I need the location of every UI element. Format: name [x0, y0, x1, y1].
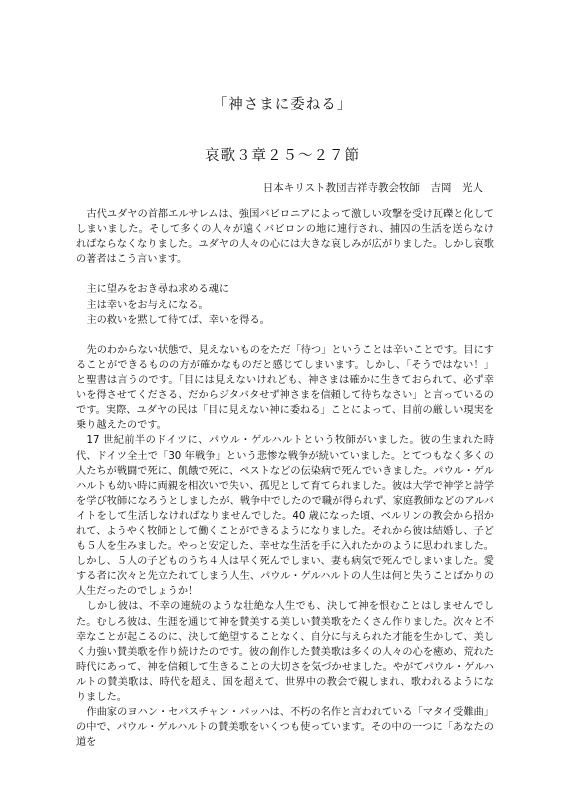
- quote-line-1: 主に望みをおき尋ね求める魂に: [86, 284, 230, 296]
- quote-line-3: 主の救いを黙して待てば、幸いを得る。: [86, 314, 270, 326]
- paragraph-spacer: [76, 328, 494, 343]
- paragraph-5: 作曲家のヨハン・セバスチャン・バッハは、不朽の名作と言われている「マタイ受難曲」の中で、パウル・ゲルハルトの賛美歌をいくつも使っています。その中の一つに「あなたの道を: [76, 707, 494, 749]
- paragraph-3: 17 世紀前半のドイツに、パウル・ゲルハルトという牧師がいました。彼の生まれた時代、ドイツ全土で「30 年戦争」という悲惨な戦争が続いていました。とてつもなく多くの人たちが戦闘で死に、飢餓で死に、ペストなどの伝染病で死んでいきました。パウル・ゲルハルトも幼い時に両親を相次いで失い、孤児として育てられました。彼は大学で神学と詩学を学び牧師になろうとしましたが、戦争中でしたので職が得られず、家庭教師などのアルバイトをして生活しなければなりませんでした。40 歳になった頃、ベルリンの教会から招かれて、ようやく牧師として働くことができるようになりました。それから彼は結婚し、子ども５人を生みました。やっと安定した、幸せな生活を手に入れたかのように思われました。しかし、５人の子どものうち４人は早く死んでしまい、妻も病気で死んでしまいました。愛する者に次々と先立たれてしまう人生、パウル・ゲルハルトの人生は何と失うことばかりの人生だったのでしょうか！: [76, 435, 494, 598]
- scripture-reference: 哀歌３章２５〜２７節: [205, 148, 360, 164]
- paragraph-spacer: [76, 267, 494, 282]
- author-line: 日本キリスト教団吉祥寺教会牧師 吉岡 光人: [262, 182, 483, 194]
- paragraph-4: しかし彼は、不幸の連続のような壮絶な人生でも、決して神を恨むことはしませんでした。むしろ彼は、生涯を通じて神を賛美する美しい賛美歌をたくさん作りました。次々と不幸なことが起こるのに、決して絶望することなく、自分に与えられた才能を生かして、美しく力強い賛美歌を作り続けたのです。彼の創作した賛美歌は多くの人々の心を癒め、荒れた時代にあって、神を信頼して生きることの大切さを気づかせました。やがてパウル・ゲルハルトの賛美歌は、時代を超え、国を超えて、世界中の教会で親しまれ、歌われるようになりました。: [76, 601, 494, 703]
- quote-line-2: 主は幸いをお与えになる。: [86, 299, 209, 311]
- paragraph-2: 先のわからない状態で、見えないものをただ「待つ」ということは辛いことです。目にすることができるものの方が確かなものだと感じてしまいます。しかし、「そうではない！」と聖書は言うのです。「目には見えないけれども、神さまは確かに生きておられて、必ず幸いを得させてくださる、だからジタバタせず神さまを信頼して待ちなさい」と言っているのです。実際、ユダヤの民は「目に見えない神に委ねる」ことによって、目前の厳しい現実を乗り越えたのです。: [76, 344, 494, 432]
- paragraph-1: 古代ユダヤの首都エルサレムは、強国バビロニアによって激しい攻撃を受け瓦礫と化してしまいました。そして多くの人々が遠くバビロンの地に連行され、捕囚の生活を送らなければならなくなりました。ユダヤの人々の心には大きな哀しみが広がりました。しかし哀歌の著者はこう言います。: [76, 209, 494, 266]
- sermon-title: 「神さまに委ねる」: [212, 97, 353, 113]
- scripture-quote: [76, 282, 494, 327]
- sermon-body: [76, 207, 494, 750]
